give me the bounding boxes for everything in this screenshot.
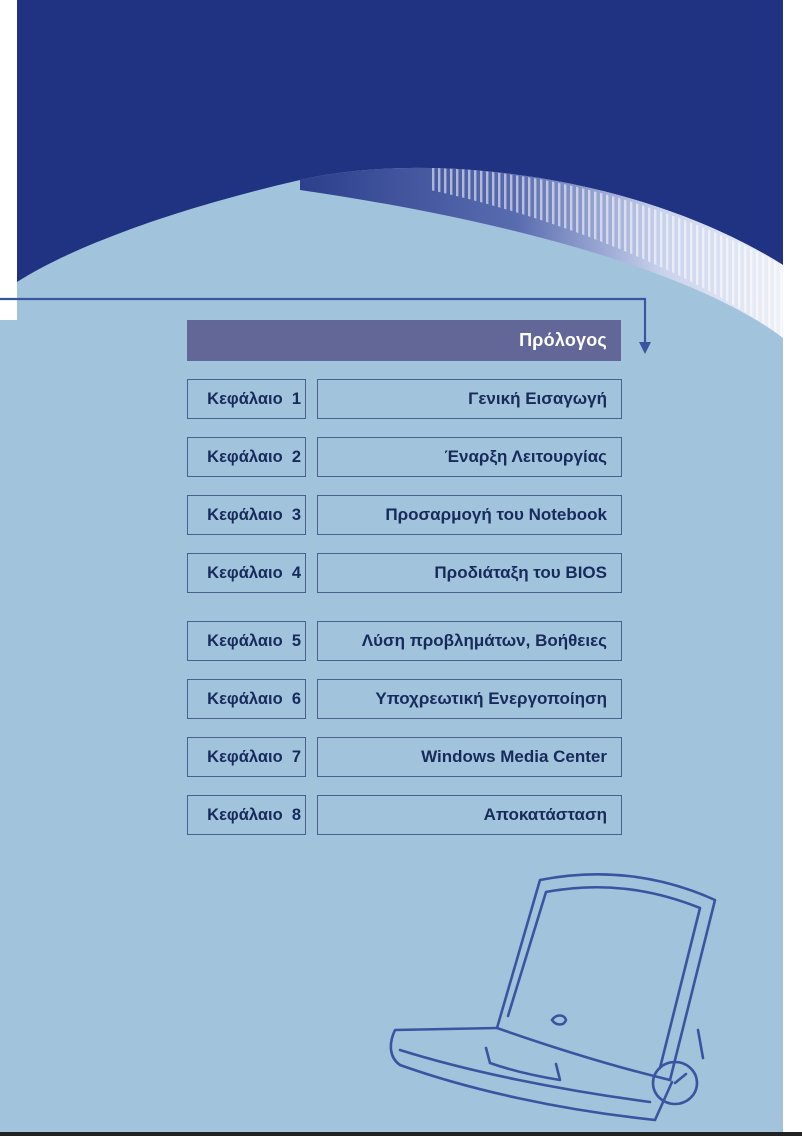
chapter-6-title-box[interactable] <box>317 679 622 719</box>
chapter-6-title: Υποχρεωτική Ενεργοποίηση <box>375 689 607 708</box>
chapter-row-1 <box>0 379 802 419</box>
chapter-1-number: Κεφάλαιο 1 <box>207 389 301 408</box>
preface-label: Πρόλογος <box>519 330 607 350</box>
chapter-3-number-box[interactable] <box>187 495 306 535</box>
chapter-row-8 <box>0 795 802 835</box>
preface-banner[interactable] <box>187 320 621 361</box>
chapter-5-number-box[interactable] <box>187 621 306 661</box>
chapter-3-title: Προσαρμογή του Notebook <box>385 505 607 524</box>
chapter-4-title-box[interactable] <box>317 553 622 593</box>
chapter-2-title-box[interactable] <box>317 437 622 477</box>
chapter-7-title-box[interactable] <box>317 737 622 777</box>
chapter-8-title-box[interactable] <box>317 795 622 835</box>
chapter-5-number: Κεφάλαιο 5 <box>207 631 301 650</box>
chapter-2-number-box[interactable] <box>187 437 306 477</box>
chapter-7-number: Κεφάλαιο 7 <box>207 747 301 766</box>
chapter-row-2 <box>0 437 802 477</box>
chapter-row-4 <box>0 553 802 593</box>
chapter-2-number: Κεφάλαιο 2 <box>207 447 301 466</box>
chapter-4-title: Προδιάταξη του BIOS <box>434 563 607 582</box>
chapter-7-number-box[interactable] <box>187 737 306 777</box>
chapter-3-title-box[interactable] <box>317 495 622 535</box>
chapter-row-5 <box>0 621 802 661</box>
chapter-1-title-box[interactable] <box>317 379 622 419</box>
chapter-1-number-box[interactable] <box>187 379 306 419</box>
chapter-5-title-box[interactable] <box>317 621 622 661</box>
chapter-5-title: Λύση προβλημάτων, Βοήθειες <box>361 631 607 650</box>
chapter-row-7 <box>0 737 802 777</box>
chapter-4-number: Κεφάλαιο 4 <box>207 563 301 582</box>
chapter-8-title: Αποκατάσταση <box>483 805 607 824</box>
chapter-8-number-box[interactable] <box>187 795 306 835</box>
chapter-6-number: Κεφάλαιο 6 <box>207 689 301 708</box>
chapter-7-title: Windows Media Center <box>421 747 607 766</box>
chapter-1-title: Γενική Εισαγωγή <box>468 389 607 408</box>
chapter-8-number: Κεφάλαιο 8 <box>207 805 301 824</box>
chapter-2-title: Έναρξη Λειτουργίας <box>444 447 607 466</box>
chapter-4-number-box[interactable] <box>187 553 306 593</box>
chapter-3-number: Κεφάλαιο 3 <box>207 505 301 524</box>
bottom-rule <box>0 1132 802 1136</box>
chapter-row-6 <box>0 679 802 719</box>
chapter-row-3 <box>0 495 802 535</box>
chapter-6-number-box[interactable] <box>187 679 306 719</box>
